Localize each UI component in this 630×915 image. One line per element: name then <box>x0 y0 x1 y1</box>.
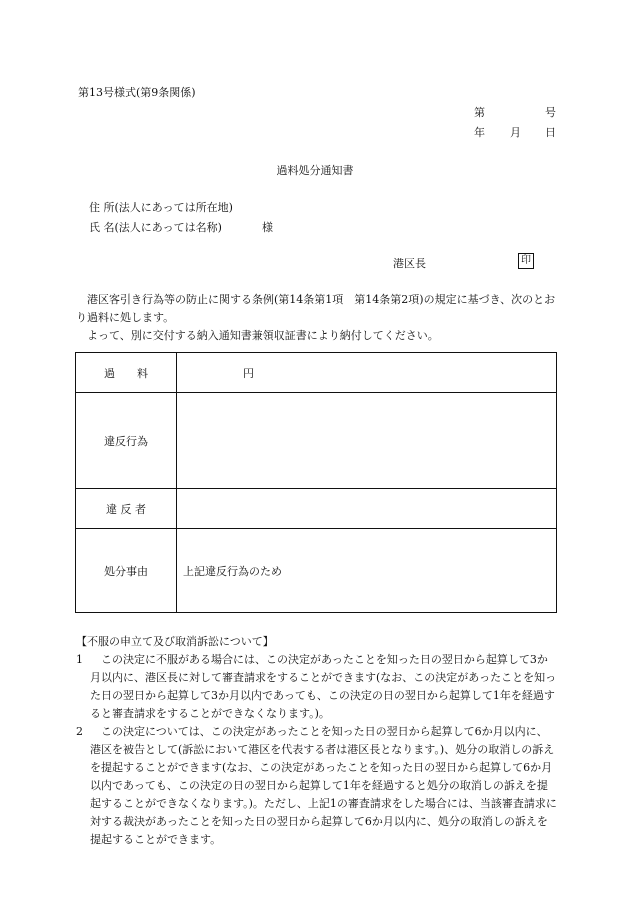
violation-value <box>177 393 557 489</box>
appeal-notes <box>76 633 558 849</box>
recipient-honorific: 様 <box>262 221 273 234</box>
appeal-note-text: この決定に不服がある場合には、この決定があったことを知った日の翌日から起算して3か月以内に、港区長に対して審査請求をすることができます(なお、この決定があったことを知った日の翌日から起算して3か月以内であっても、この決定の日の翌日から起算して1年を経過すると審査請求をすることができなくなります。)。 <box>90 653 557 720</box>
document-number-suffix: 号 <box>545 106 556 119</box>
fine-amount-unit: 円 <box>243 366 254 380</box>
notice-paragraph-payment: よって、別に交付する納入通知書兼領収証書により納付してください。 <box>87 329 439 342</box>
table-row-violator <box>76 489 557 529</box>
fine-label: 過 料 <box>76 353 177 393</box>
appeal-note-number: 1 <box>76 653 83 666</box>
table-row-reason <box>76 529 557 613</box>
issuer-title: 港区長 <box>393 257 426 270</box>
appeal-note-item <box>76 723 558 849</box>
appeal-note-number: 2 <box>76 725 83 738</box>
appeal-notes-heading: 【不服の申立て及び取消訴訟について】 <box>76 635 274 648</box>
recipient-name-label: 氏 名(法人にあっては名称) <box>89 221 222 234</box>
form-number-label: 第13号様式(第9条関係) <box>78 86 196 99</box>
reason-value: 上記違反行為のため <box>177 529 557 613</box>
recipient-address-label: 住 所(法人にあっては所在地) <box>89 201 233 214</box>
date-month-label: 月 <box>510 126 521 139</box>
violator-label: 違 反 者 <box>76 489 177 529</box>
document-number-prefix: 第 <box>474 106 485 119</box>
notice-body <box>76 291 558 345</box>
table-row-fine <box>76 353 557 393</box>
penalty-details-table <box>75 352 557 613</box>
document-title: 過料処分通知書 <box>276 164 354 177</box>
table-row-violation <box>76 393 557 489</box>
seal-stamp-mark: 印 <box>518 253 534 269</box>
appeal-note-text: この決定については、この決定があったことを知った日の翌日から起算して6か月以内に、港区を被告として(訴訟において港区を代表する者は港区長となります。)、処分の取消しの訴えを提起することができます(なお、この決定があったことを知った日の翌日から起算して6か月以内であっても、この決定の日の翌日から起算して1年を経過すると処分の取消しの訴えを提起することができなくなります。)。ただし、上記1の審査請求をした場合には、当該審査請求に対する裁決があったことを知った日の翌日から起算して6か月以内に、処分の取消しの訴えを提起することができます。 <box>90 725 557 846</box>
violation-label: 違反行為 <box>76 393 177 489</box>
date-day-label: 日 <box>545 126 556 139</box>
notice-paragraph-regulation: 港区客引き行為等の防止に関する条例(第14条第1項 第14条第2項)の規定に基づき、次のとおり過料に処します。 <box>76 293 556 324</box>
reason-label: 処分事由 <box>76 529 177 613</box>
appeal-note-item <box>76 651 558 723</box>
violator-value <box>177 489 557 529</box>
date-year-label: 年 <box>474 126 485 139</box>
